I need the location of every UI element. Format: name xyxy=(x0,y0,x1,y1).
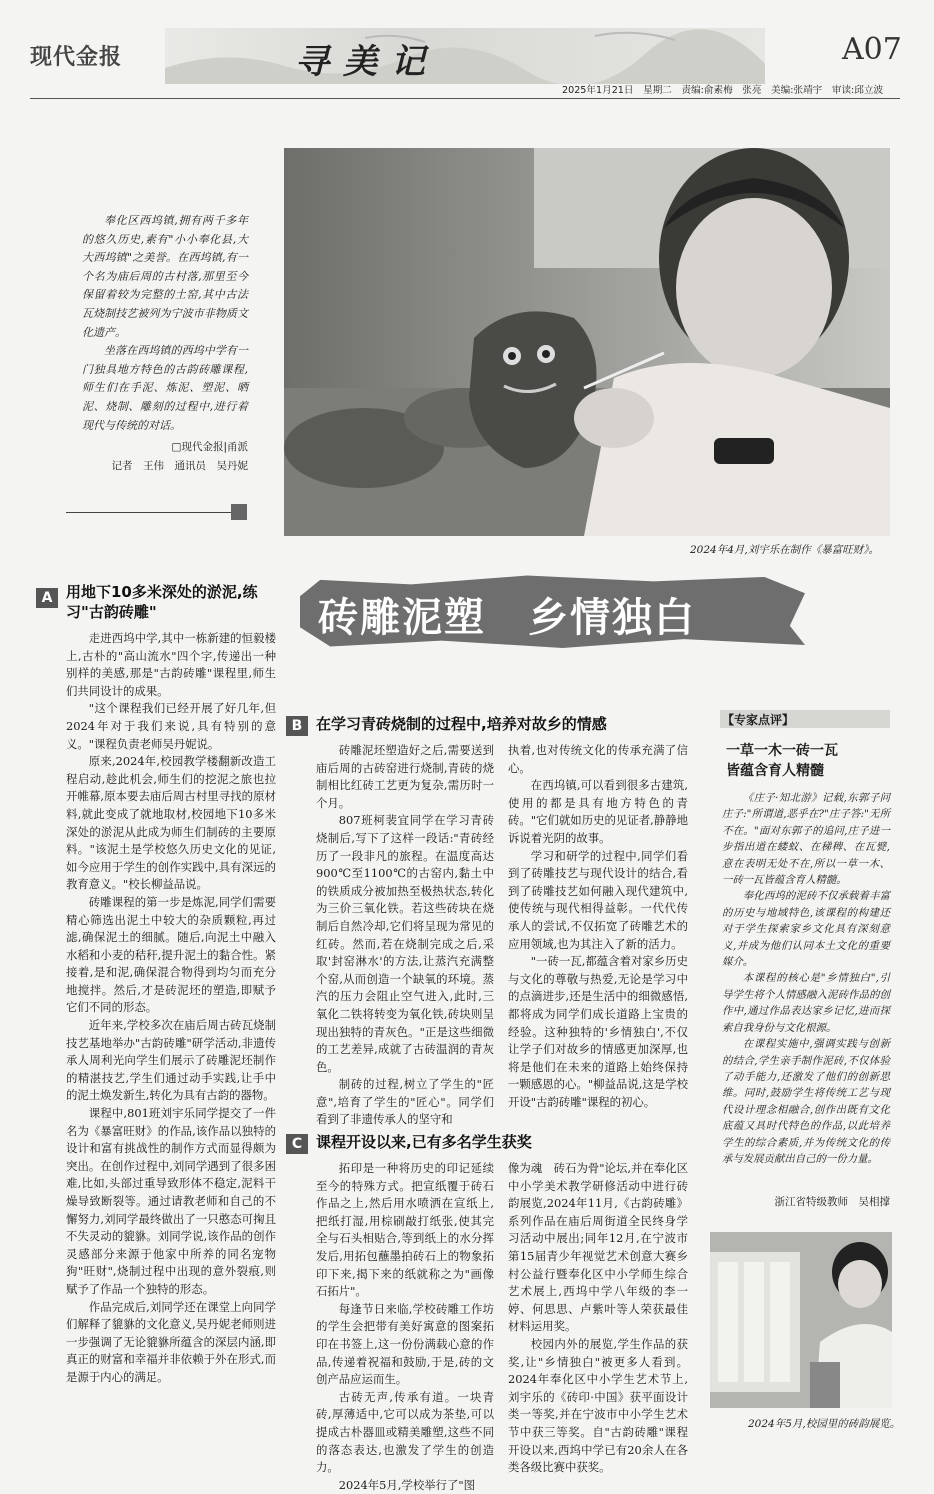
section-a-paragraph: 近年来,学校多次在庙后周古砖瓦烧制技艺基地举办"古韵砖雕"研学活动,非遗传承人周利光向学生们展示了砖雕泥坯制作的精湛技艺,学生们通过动手实践,让手中的泥土焕发新生,转化为具有古韵的器物。 xyxy=(66,1018,276,1103)
section-b-title: 在学习青砖烧制的过程中,培养对故乡的情感 xyxy=(316,715,607,733)
top-photo-caption: 2024年4月,刘宇乐在制作《暴富旺财》。 xyxy=(690,544,879,556)
expert-tag-label: 【专家点评】 xyxy=(722,713,795,727)
column-title: 寻美记 xyxy=(295,42,439,82)
section-b-paragraph: 执着,也对传统文化的传承充满了信心。 xyxy=(508,743,688,775)
section-a-paragraph: "这个课程我们已经开展了好几年,但2024年对于我们来说,具有特别的意义。"课程负责老师吴丹妮说。 xyxy=(66,701,276,751)
intro-paragraph-2: 坐落在西坞镇的西坞中学有一门独具地方特色的古韵砖雕课程,师生们在手泥、炼泥、塑泥、晒泥、烧制、雕刻的过程中,进行着现代与传统的对话。 xyxy=(82,344,248,432)
section-b-column-2 xyxy=(508,742,688,1111)
section-c-letter: C xyxy=(286,1134,308,1154)
intro-rule-marker xyxy=(231,504,247,520)
brand-logo: 现代金报 xyxy=(30,45,123,70)
intro-paragraph-1: 奉化区西坞镇,拥有两千多年的悠久历史,素有"小小奉化县,大大西坞镇"之美誉。在西坞镇,有一个名为庙后周的古村落,那里至今保留着较为完整的土窑,其中古法瓦烧制技艺被列为宁波市非物质文化遗产。 xyxy=(82,214,248,339)
page-code: A07 xyxy=(842,32,902,67)
top-photo xyxy=(284,148,890,536)
section-a-paragraph: 课程中,801班刘宇乐同学提交了一件名为《暴富旺财》的作品,该作品以独特的设计和富有挑战性的制作方式而显得颇为突出。在创作过程中,刘同学遇到了很多困难,比如,头部过重导致形体不稳定,泥料干燥导致断裂等。通过请教老师和自己的不懈努力,刘同学最终做出了一只憨态可掬且不失灵动的貔貅。刘同学说,该作品的创作灵感部分来源于他家中所养的同名宠物狗"旺财",烧制过程中出现的意外裂痕,则赋予了作品一个独特的形态。 xyxy=(66,1106,276,1296)
expert-body xyxy=(722,790,890,1167)
header-rule xyxy=(30,98,900,99)
section-c-paragraph: 2024年5月,学校举行了"图 xyxy=(338,1477,476,1492)
bottom-photo xyxy=(710,1232,892,1408)
expert-title-1: 一草一木一砖一瓦 xyxy=(726,743,838,759)
section-a-paragraph: 砖雕课程的第一步是炼泥,同学们需要精心筛选出泥土中较大的杂质颗粒,再过滤,确保泥土的细腻。随后,向泥土中融入水稻和小麦的秸秆,提升泥土的黏合性。紧接着,是和泥,确保混合物得到均匀而充分地搅拌。然后,才是砖泥坯的塑造,即赋予它们不同的形态。 xyxy=(66,894,276,1015)
expert-paragraph: 本课程的核心是"乡情独白",引导学生将个人情感融入泥砖作品的创作中,通过作品表达家乡记忆,进而探索自我身份与文化根源。 xyxy=(722,972,890,1034)
section-a-paragraph: 原来,2024年,校园教学楼翻新改造工程启动,趁此机会,师生们的挖泥之旅也拉开帷幕,原本要去庙后周古村里寻找的原材料,就此变成了就地取材,校园地下10多米深处的淤泥从此成为师生们制砖的主要原料。"该泥土是学校悠久历史文化的见证,如今应用于学生的创作实践中,具有深远的教育意义。"校长柳益品说。 xyxy=(66,754,276,892)
section-c-column-1 xyxy=(316,1160,494,1494)
section-c-paragraph: 像为魂 砖石为骨"论坛,并在奉化区中小学美术教学研修活动中进行砖韵展览,2024年11月,《古韵砖雕》系列作品在庙后周街道全民终身学习活动中展出;同年12月,在宁波市第15届青少年视觉艺术创意大赛乡村公益行暨奉化区中小学师生综合艺术展上,西坞中学八年级的李一婷、何思思、卢紫叶等人荣获最佳材料运用奖。 xyxy=(508,1161,688,1334)
section-c-column-2 xyxy=(508,1160,688,1477)
expert-paragraph: 《庄子·知北游》记载,东郭子问庄子:"所谓道,恶乎在?"庄子答:"无所不在。"面对东郭子的追问,庄子进一步指出道在蝼蚁、在稊稗、在瓦甓,意在表明无处不在,所以一草一木、一砖一瓦皆蕴含育人精髓。 xyxy=(722,792,890,887)
expert-signature: 浙江省特级教师 吴相撑 xyxy=(774,1196,890,1208)
intro-block xyxy=(82,212,248,473)
section-a-body xyxy=(66,630,276,1387)
section-b-letter: B xyxy=(286,716,308,736)
section-a-letter: A xyxy=(36,588,58,608)
expert-paragraph: 奉化西坞的泥砖不仅承载着丰富的历史与地域特色,该课程的构建还对于学生探索家乡文化具有深刻意义,并成为他们认同本土文化的重要媒介。 xyxy=(722,890,890,969)
section-a-paragraph: 走进西坞中学,其中一栋新建的恒毅楼上,古朴的"高山流水"四个字,传递出一种别样的美感,那是"古韵砖雕"课程里,师生们共同设计的成果。 xyxy=(66,631,276,698)
date-line: 2025年1月21日 星期二 责编:俞素梅 张亮 美编:张靖宇 审读:邱立波 xyxy=(562,85,884,96)
section-b-column-1 xyxy=(316,742,494,1129)
expert-title-2: 皆蕴含育人精髓 xyxy=(726,763,824,779)
intro-rule xyxy=(66,512,231,513)
section-c-paragraph: 校园内外的展览,学生作品的获奖,让"乡情独白"被更多人看到。2024年奉化区中小学生艺术节上,刘宇乐的《砖印·中国》获平面设计类一等奖,并在宁波市中小学生艺术节中获三等奖。自"古韵砖雕"课程开设以来,西坞中学已有20余人在各类各级比赛中获奖。 xyxy=(508,1336,688,1475)
section-a-title: 用地下10多米深处的淤泥,练习"古韵砖雕" xyxy=(66,583,258,621)
section-c-title: 课程开设以来,已有多名学生获奖 xyxy=(316,1133,532,1151)
column-banner xyxy=(165,28,765,84)
headline: 砖雕泥塑 乡情独白 xyxy=(318,595,696,641)
section-b-paragraph: "一砖一瓦,都蕴含着对家乡历史与文化的尊敬与热爱,无论是学习中的点滴进步,还是生活中的细微感悟,都将成为同学们成长道路上宝贵的经验。这种独特的'乡情独白',不仅让学子们对故乡的情感更加深厚,也将是他们在未来的道路上始终保持一颗感恩的心。"柳益品说,这是学校开设"古韵砖雕"课程的初心。 xyxy=(508,954,688,1109)
section-c-paragraph: 每逢节日来临,学校砖雕工作坊的学生会把带有美好寓意的图案拓印在书签上,这一份份满载心意的作品,传递着祝福和鼓励,于是,砖的文创产品应运而生。 xyxy=(316,1301,494,1387)
section-c-paragraph: 古砖无声,传承有道。一块青砖,厚薄适中,它可以成为茶垫,可以提成古朴器皿或精美雕塑,这些不同的落态表达,也激发了学生的创造力。 xyxy=(316,1389,494,1475)
byline-authors: 记者 王伟 通讯员 吴丹妮 xyxy=(111,460,248,473)
bottom-photo-caption: 2024年5月,校园里的砖韵展览。 xyxy=(748,1418,901,1430)
expert-paragraph: 在课程实施中,强调实践与创新的结合,学生亲手制作泥砖,不仅体验了动手能力,还激发了他们的创新思维。同时,鼓励学生将传统工艺与现代设计理念相融合,创作出既有文化底蕴又具时代特色的作品,以此培养学生的综合素质,并为传统文化的传承与发展贡献出自己的一份力量。 xyxy=(722,1038,890,1165)
section-c-paragraph: 拓印是一种将历史的印记延续至今的特殊方式。把宣纸覆于砖石作品之上,然后用水喷洒在宣纸上,把纸打湿,用棕刷敲打纸张,使其完全与石头相贴合,等到纸上的水分挥发后,用拓包蘸墨拍砖石上的物象拓印下来,揭下来的纸就称之为"画像石拓片"。 xyxy=(316,1161,494,1299)
section-b-paragraph: 807班柯裴宜同学在学习青砖烧制后,写下了这样一段话:"青砖经历了一段非凡的旅程。在温度高达900℃至1100℃的古窑内,黏土中的铁质成分被加热至极热状态,转化为三价三氧化铁。若这些砖块在烧制后自然冷却,它们将呈现为常见的红砖。然而,若在烧制完成之后,采取'封窑淋水'的方法,让蒸汽充满整个窑,从而创造一个缺氧的环境。蒸汽的压力会阻止空气进入,此时,三氧化二铁将转变为氧化铁,砖块则呈现出独特的青灰色。"正是这些细微的工艺差异,成就了古砖温润的青灰色。 xyxy=(316,813,494,1074)
section-b-paragraph: 学习和研学的过程中,同学们看到了砖雕技艺与现代设计的结合,看到了砖雕技艺如何融入现代建筑中,使传统与现代相得益彰。一代代传承人的尝试,不仅拓宽了砖雕艺术的应用领域,也为其注入了新的活力。 xyxy=(508,848,688,951)
section-b-paragraph: 砖雕泥坯塑造好之后,需要送到庙后周的古砖窑进行烧制,青砖的烧制相比红砖工艺更为复杂,需历时一个月。 xyxy=(316,743,494,810)
section-b-paragraph: 在西坞镇,可以看到很多古建筑,使用的都是具有地方特色的青砖。"它们就如历史的见证者,静静地诉说着光阴的故事。 xyxy=(508,778,688,845)
byline-source: □现代金报|甬派 xyxy=(171,441,248,454)
section-a-paragraph: 作品完成后,刘同学还在课堂上向同学们解释了貔貅的文化意义,吴丹妮老师则进一步强调了无论貔貅所蕴含的深层内涵,即真正的财富和幸福并非依赖于外在形式,而是源于内心的满足。 xyxy=(66,1299,276,1384)
section-b-paragraph: 制砖的过程,树立了学生的"匠意",培育了学生的"匠心"。同学们看到了非遗传承人的坚守和 xyxy=(316,1077,494,1127)
